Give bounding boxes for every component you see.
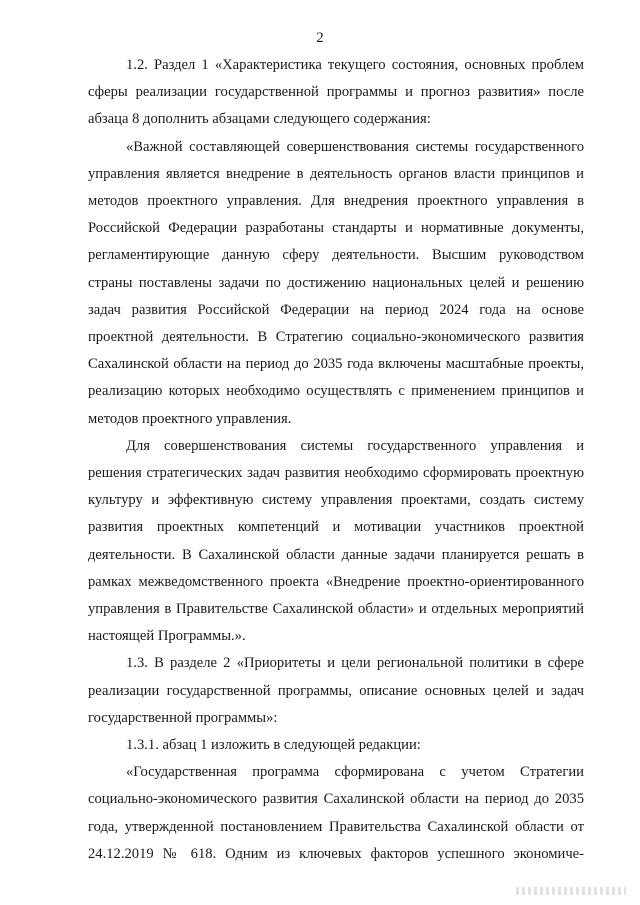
page-number: 2 xyxy=(316,30,324,46)
paragraph-new-text: «Государственная программа сформирована с учетом Стратегии социально-экономического развития Сахалинской области на период до 2035 года, утвержденной постановлением Правительства Сахалинской области от 24.12.2019 № 618. Одним из ключевых факторов успешного экономиче- xyxy=(88,764,584,862)
paragraph-insert-2: Для совершенствования системы государственного управления и решения стратегических задач развития необходимо сформировать проектную культуру и эффективную систему управления проектами, создать систему развития проектных компетенций и мотивации участников проектной деятельности. В Сахалинской области данные задачи планируется решать в рамках межведомственного проекта «Внедрение проектно-ориентированного управления в Правительстве Сахалинской области» и отдельных мероприятий настоящей Программы.». xyxy=(88,437,584,645)
paragraph-1-2: 1.2. Раздел 1 «Характеристика текущего состояния, основных проблем сферы реализации государственной программы и прогноз развития» после абзаца 8 дополнить абзацами следующего содержания: xyxy=(88,57,584,128)
scan-artifact xyxy=(516,887,626,895)
paragraph-1-3: 1.3. В разделе 2 «Приоритеты и цели региональной политики в сфере реализации государственной программы, описание основных целей и задач государственной программы»: xyxy=(88,655,584,726)
paragraph-insert-1: «Важной составляющей совершенствования системы государственного управления является внедрение в деятельность органов власти принципов и методов проектного управления. Для внедрения проектного управления в Российской Федерации разработаны стандарты и нормативные документы, регламентирующие данную сферу деятельности. Высшим руководством страны поставлены задачи по достижению национальных целей и решению задач развития Российской Федерации на период 2024 года на основе проектной деятельности. В Стратегию социально-экономического развития Сахалинской области на период до 2035 года включены масштабные проекты, реализацию которых необходимо осуществлять с применением принципов и методов проектного управления. xyxy=(88,138,584,427)
document-body xyxy=(88,52,584,868)
paragraph-1-3-1: 1.3.1. абзац 1 изложить в следующей редакции: xyxy=(126,737,421,754)
